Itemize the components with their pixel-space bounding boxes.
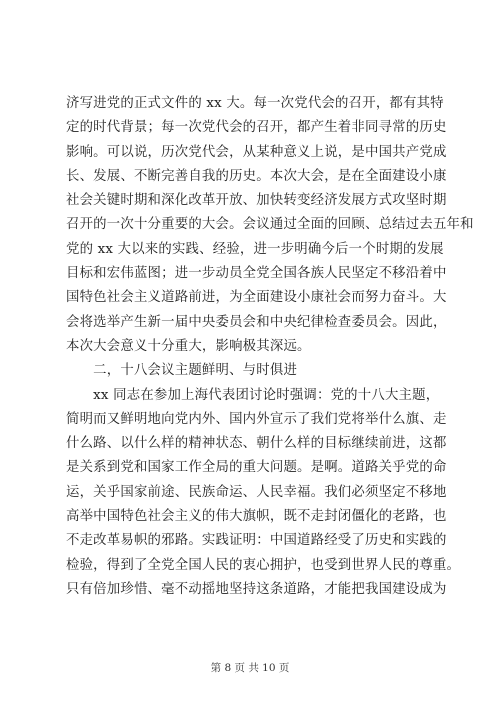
page-number-footer: 第 8 页 共 10 页 [210,662,290,674]
text-line: 影响。可以说，历次党代会，从某种意义上说，是中国共产党成 [66,144,447,160]
text-line: 只有倍加珍惜、毫不动摇地坚持这条道路，才能把我国建设成为 [66,581,447,597]
text-line: 检验，得到了全党全国人民的衷心拥护，也受到世界人民的尊重。 [66,557,461,573]
text-line: 简明而又鲜明地向党内外、国内外宣示了我们党将举什么旗、走 [66,411,447,427]
text-line: 高举中国特色社会主义的伟大旗帜，既不走封闭僵化的老路，也 [66,509,447,525]
text-line: 不走改革易帜的邪路。实践证明：中国道路经受了历史和实践的 [66,533,447,549]
text-line: xx 同志在参加上海代表团讨论时强调：党的十八大主题， [66,387,440,403]
text-line: 长、发展、不断完善自我的历史。本次大会，是在全面建设小康 [66,168,447,184]
text-line: 什么路、以什么样的精神状态、朝什么样的目标继续前进，这都 [66,436,447,452]
text-line: 济写进党的正式文件的 xx 大。每一次党代会的召开，都有其特 [66,96,444,111]
text-line: 目标和宏伟蓝图；进一步动员全党全国各族人民坚定不移沿着中 [66,266,447,282]
section-heading: 二，十八会议主题鲜明、与时俱进 [66,363,298,379]
text-line: 召开的一次十分重要的大会。会议通过全面的回顾、总结过去五年和 [66,217,474,233]
text-line: 社会关键时期和深化改革开放、加快转变经济发展方式攻坚时期 [66,193,447,209]
text-line: 定的时代背景；每一次党代会的召开，都产生着非同寻常的历史 [66,120,447,136]
text-line: 会将选举产生新一届中央委员会和中央纪律检查委员会。因此， [66,314,447,330]
text-line: 运，关乎国家前途、民族命运、人民幸福。我们必须坚定不移地 [66,484,447,500]
document-body [66,92,474,602]
text-line: 国特色社会主义道路前进，为全面建设小康社会而努力奋斗。大 [66,290,447,306]
text-line: 党的 xx 大以来的实践、经验，进一步明确今后一个时期的发展 [66,241,444,257]
text-line: 是关系到党和国家工作全局的重大问题。是啊。道路关乎党的命 [66,460,447,476]
text-line: 本次大会意义十分重大，影响极其深远。 [66,338,311,354]
